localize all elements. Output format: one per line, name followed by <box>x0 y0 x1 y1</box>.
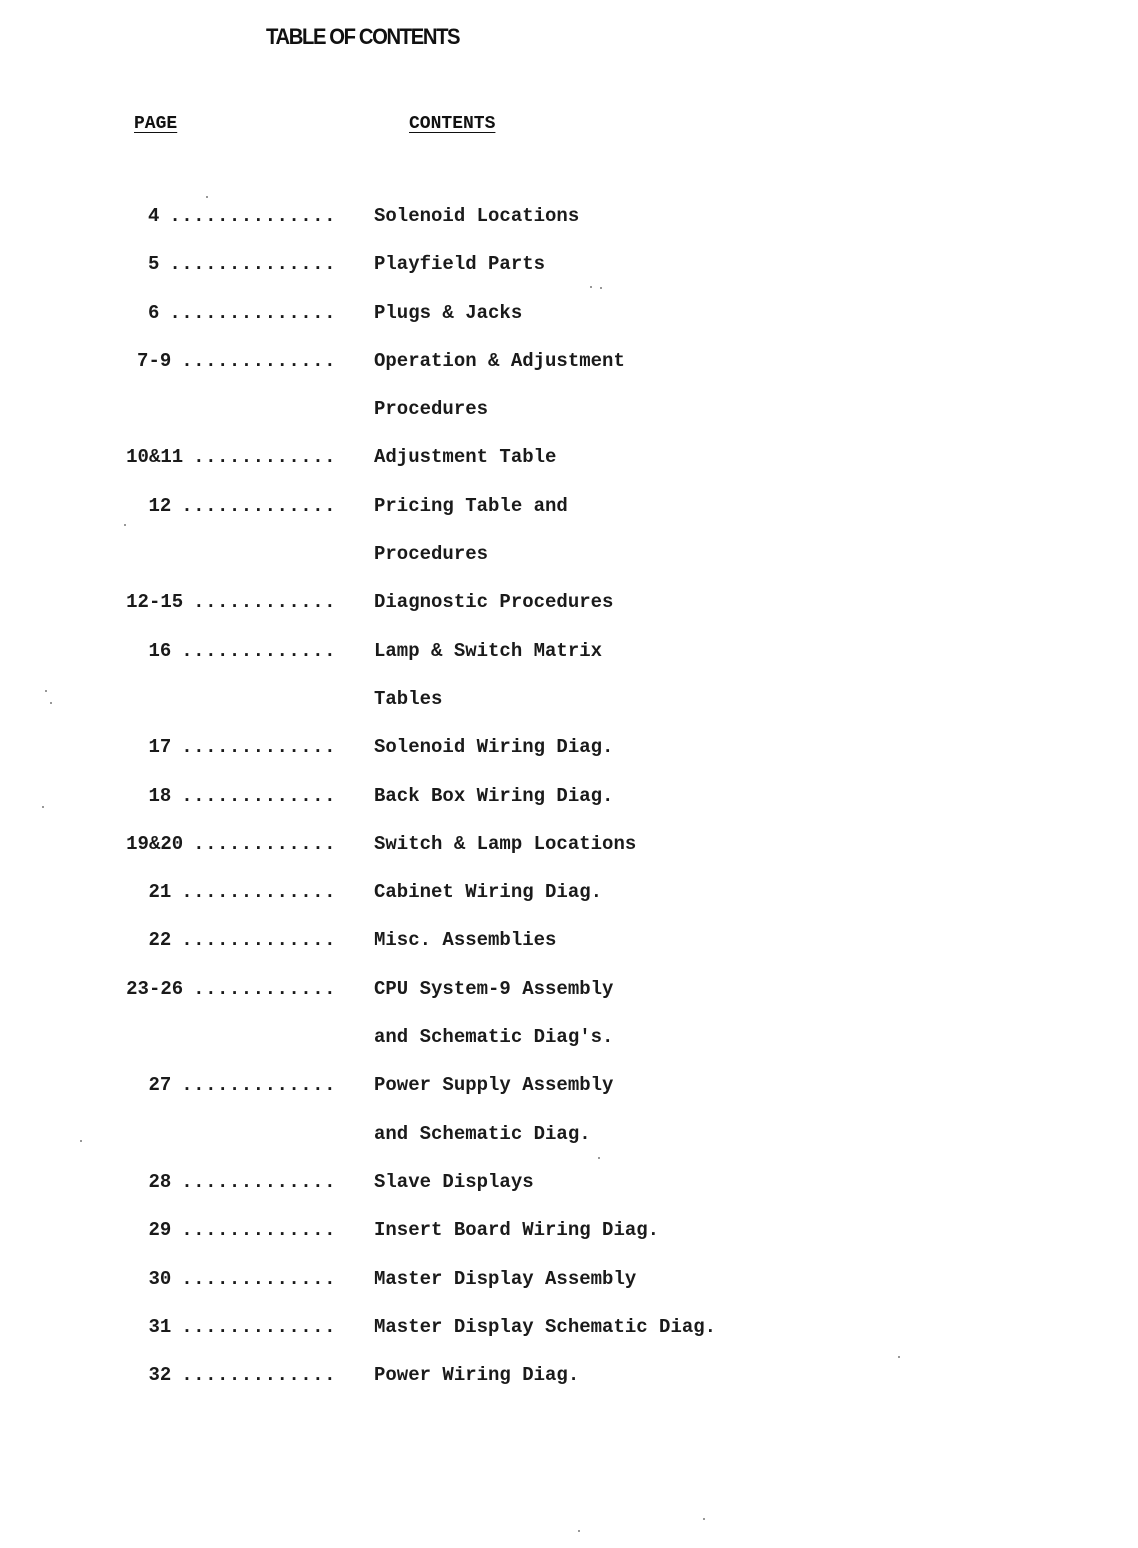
toc-page-ref <box>148 881 336 903</box>
toc-leader-dots: ............. <box>181 1219 336 1242</box>
toc-entry-text: Misc. Assemblies <box>374 929 557 952</box>
toc-page-number: 7-9 <box>137 349 172 372</box>
scan-speck <box>600 287 602 289</box>
toc-leader-dots: ............. <box>181 1315 336 1338</box>
toc-page-number: 28 <box>148 1170 172 1193</box>
toc-leader-dots: ............. <box>181 881 336 904</box>
scan-speck <box>898 1356 900 1358</box>
toc-page-number: 31 <box>148 1315 172 1338</box>
scan-speck <box>50 702 52 704</box>
toc-page-number: 17 <box>148 736 172 759</box>
toc-entry-text: Solenoid Wiring Diag. <box>374 736 614 759</box>
toc-row <box>0 446 1138 494</box>
toc-leader-dots: ............. <box>181 929 336 952</box>
toc-entry-text: Diagnostic Procedures <box>374 591 614 614</box>
toc-page-ref <box>148 1171 336 1193</box>
toc-leader-dots: ............. <box>181 1267 336 1290</box>
toc-leader-dots: ............. <box>181 784 336 807</box>
toc-entry-text: Switch & Lamp Locations <box>374 832 637 855</box>
scan-speck <box>590 286 592 288</box>
toc-leader-dots: ............. <box>181 736 336 759</box>
toc-row <box>0 253 1138 301</box>
toc-page-ref <box>148 640 336 662</box>
toc-page-ref <box>148 495 336 517</box>
toc-row <box>0 881 1138 929</box>
toc-page-ref <box>148 302 336 324</box>
scan-speck <box>80 1140 82 1142</box>
toc-page-number: 12 <box>148 494 172 517</box>
toc-row <box>0 302 1138 350</box>
toc-entry-text: Slave Displays <box>374 1170 534 1193</box>
toc-entry-text: Procedures <box>374 543 489 566</box>
toc-page-ref <box>126 446 336 468</box>
toc-page-number: 21 <box>148 881 172 904</box>
scan-speck <box>124 524 126 526</box>
toc-entry-text: Adjustment Table <box>374 446 557 469</box>
toc-row <box>0 736 1138 784</box>
toc-row <box>0 688 1138 736</box>
toc-leader-dots: ............ <box>193 446 336 469</box>
toc-row <box>0 1268 1138 1316</box>
toc-page-number: 18 <box>148 784 172 807</box>
toc-page-ref <box>148 1074 336 1096</box>
toc-page-ref <box>148 1316 336 1338</box>
toc-row <box>0 640 1138 688</box>
toc-entry-text: Pricing Table and <box>374 494 568 517</box>
toc-page-number: 5 <box>147 253 160 276</box>
toc-entry-text: Insert Board Wiring Diag. <box>374 1219 660 1242</box>
toc-row <box>0 1316 1138 1364</box>
toc-leader-dots: ............ <box>193 977 336 1000</box>
toc-row <box>0 543 1138 591</box>
toc-page-ref <box>148 1219 336 1241</box>
toc-page-ref <box>126 833 336 855</box>
toc-page-ref <box>148 205 336 227</box>
toc-page-number: 30 <box>148 1267 172 1290</box>
toc-row <box>0 1026 1138 1074</box>
toc-entry-text: and Schematic Diag. <box>374 1122 591 1145</box>
scan-speck <box>703 1518 705 1520</box>
toc-leader-dots: .............. <box>169 205 336 227</box>
toc-row <box>0 205 1138 253</box>
toc-row <box>0 1171 1138 1219</box>
toc-page-ref <box>148 785 336 807</box>
toc-leader-dots: .............. <box>169 253 336 276</box>
toc-page-number: 12-15 <box>126 591 184 614</box>
toc-entry-text: Lamp & Switch Matrix <box>374 639 603 662</box>
toc-page-ref <box>148 253 336 275</box>
toc-page-number: 27 <box>148 1074 172 1097</box>
toc-page-ref <box>126 978 336 1000</box>
toc-page-number: 23-26 <box>126 977 184 1000</box>
scan-speck <box>42 806 44 808</box>
toc-row <box>0 495 1138 543</box>
toc-row <box>0 1123 1138 1171</box>
toc-page-number: 16 <box>148 639 172 662</box>
toc-entry-text: and Schematic Diag's. <box>374 1026 614 1049</box>
toc-leader-dots: ............. <box>181 349 336 372</box>
toc-leader-dots: ............ <box>193 832 336 855</box>
toc-row <box>0 398 1138 446</box>
toc-leader-dots: ............. <box>181 1364 336 1387</box>
toc-entry-text: CPU System-9 Assembly <box>374 977 614 1000</box>
toc-leader-dots: .............. <box>169 301 336 324</box>
toc-entry-text: Solenoid Locations <box>374 205 580 227</box>
toc-page-number: 32 <box>148 1364 172 1387</box>
toc-entry-text: Playfield Parts <box>374 253 546 276</box>
toc-entries <box>0 205 1138 1412</box>
toc-entry-text: Procedures <box>374 398 489 421</box>
toc-page-ref <box>148 1364 336 1386</box>
toc-page-ref <box>148 929 336 951</box>
page-column-header: PAGE <box>134 114 178 134</box>
toc-entry-text: Power Supply Assembly <box>374 1074 614 1097</box>
toc-leader-dots: ............. <box>181 494 336 517</box>
toc-entry-text: Power Wiring Diag. <box>374 1364 580 1387</box>
toc-leader-dots: ............. <box>181 1170 336 1193</box>
toc-page-number: 19&20 <box>126 832 184 855</box>
toc-page-ref <box>126 591 336 613</box>
scan-speck <box>598 1157 600 1159</box>
toc-entry-text: Master Display Assembly <box>374 1267 637 1290</box>
toc-entry-text: Operation & Adjustment <box>374 349 625 372</box>
toc-page-number: 22 <box>148 929 172 952</box>
toc-row <box>0 1074 1138 1122</box>
toc-page-number: 10&11 <box>126 446 184 469</box>
page-title: TABLE OF CONTENTS <box>266 24 460 49</box>
toc-row <box>0 785 1138 833</box>
toc-row <box>0 833 1138 881</box>
toc-entry-text: Back Box Wiring Diag. <box>374 784 614 807</box>
toc-row <box>0 929 1138 977</box>
scan-speck <box>578 1530 580 1532</box>
toc-row <box>0 1219 1138 1267</box>
toc-page-ref <box>148 1268 336 1290</box>
toc-entry-text: Plugs & Jacks <box>374 301 523 324</box>
toc-row <box>0 978 1138 1026</box>
toc-row <box>0 591 1138 639</box>
scan-speck <box>45 690 47 692</box>
toc-page-number: 4 <box>147 205 160 227</box>
toc-page-number: 29 <box>148 1219 172 1242</box>
toc-entry-text: Tables <box>374 687 443 710</box>
toc-page-ref <box>137 350 336 372</box>
contents-column-header: CONTENTS <box>409 114 496 134</box>
toc-leader-dots: ............ <box>193 591 336 614</box>
toc-leader-dots: ............. <box>181 1074 336 1097</box>
toc-entry-text: Master Display Schematic Diag. <box>374 1315 717 1338</box>
toc-leader-dots: ............. <box>181 639 336 662</box>
scan-speck <box>206 196 208 198</box>
toc-page-ref <box>148 736 336 758</box>
toc-page-number: 6 <box>147 301 160 324</box>
toc-row <box>0 350 1138 398</box>
toc-entry-text: Cabinet Wiring Diag. <box>374 881 603 904</box>
toc-row <box>0 1364 1138 1412</box>
